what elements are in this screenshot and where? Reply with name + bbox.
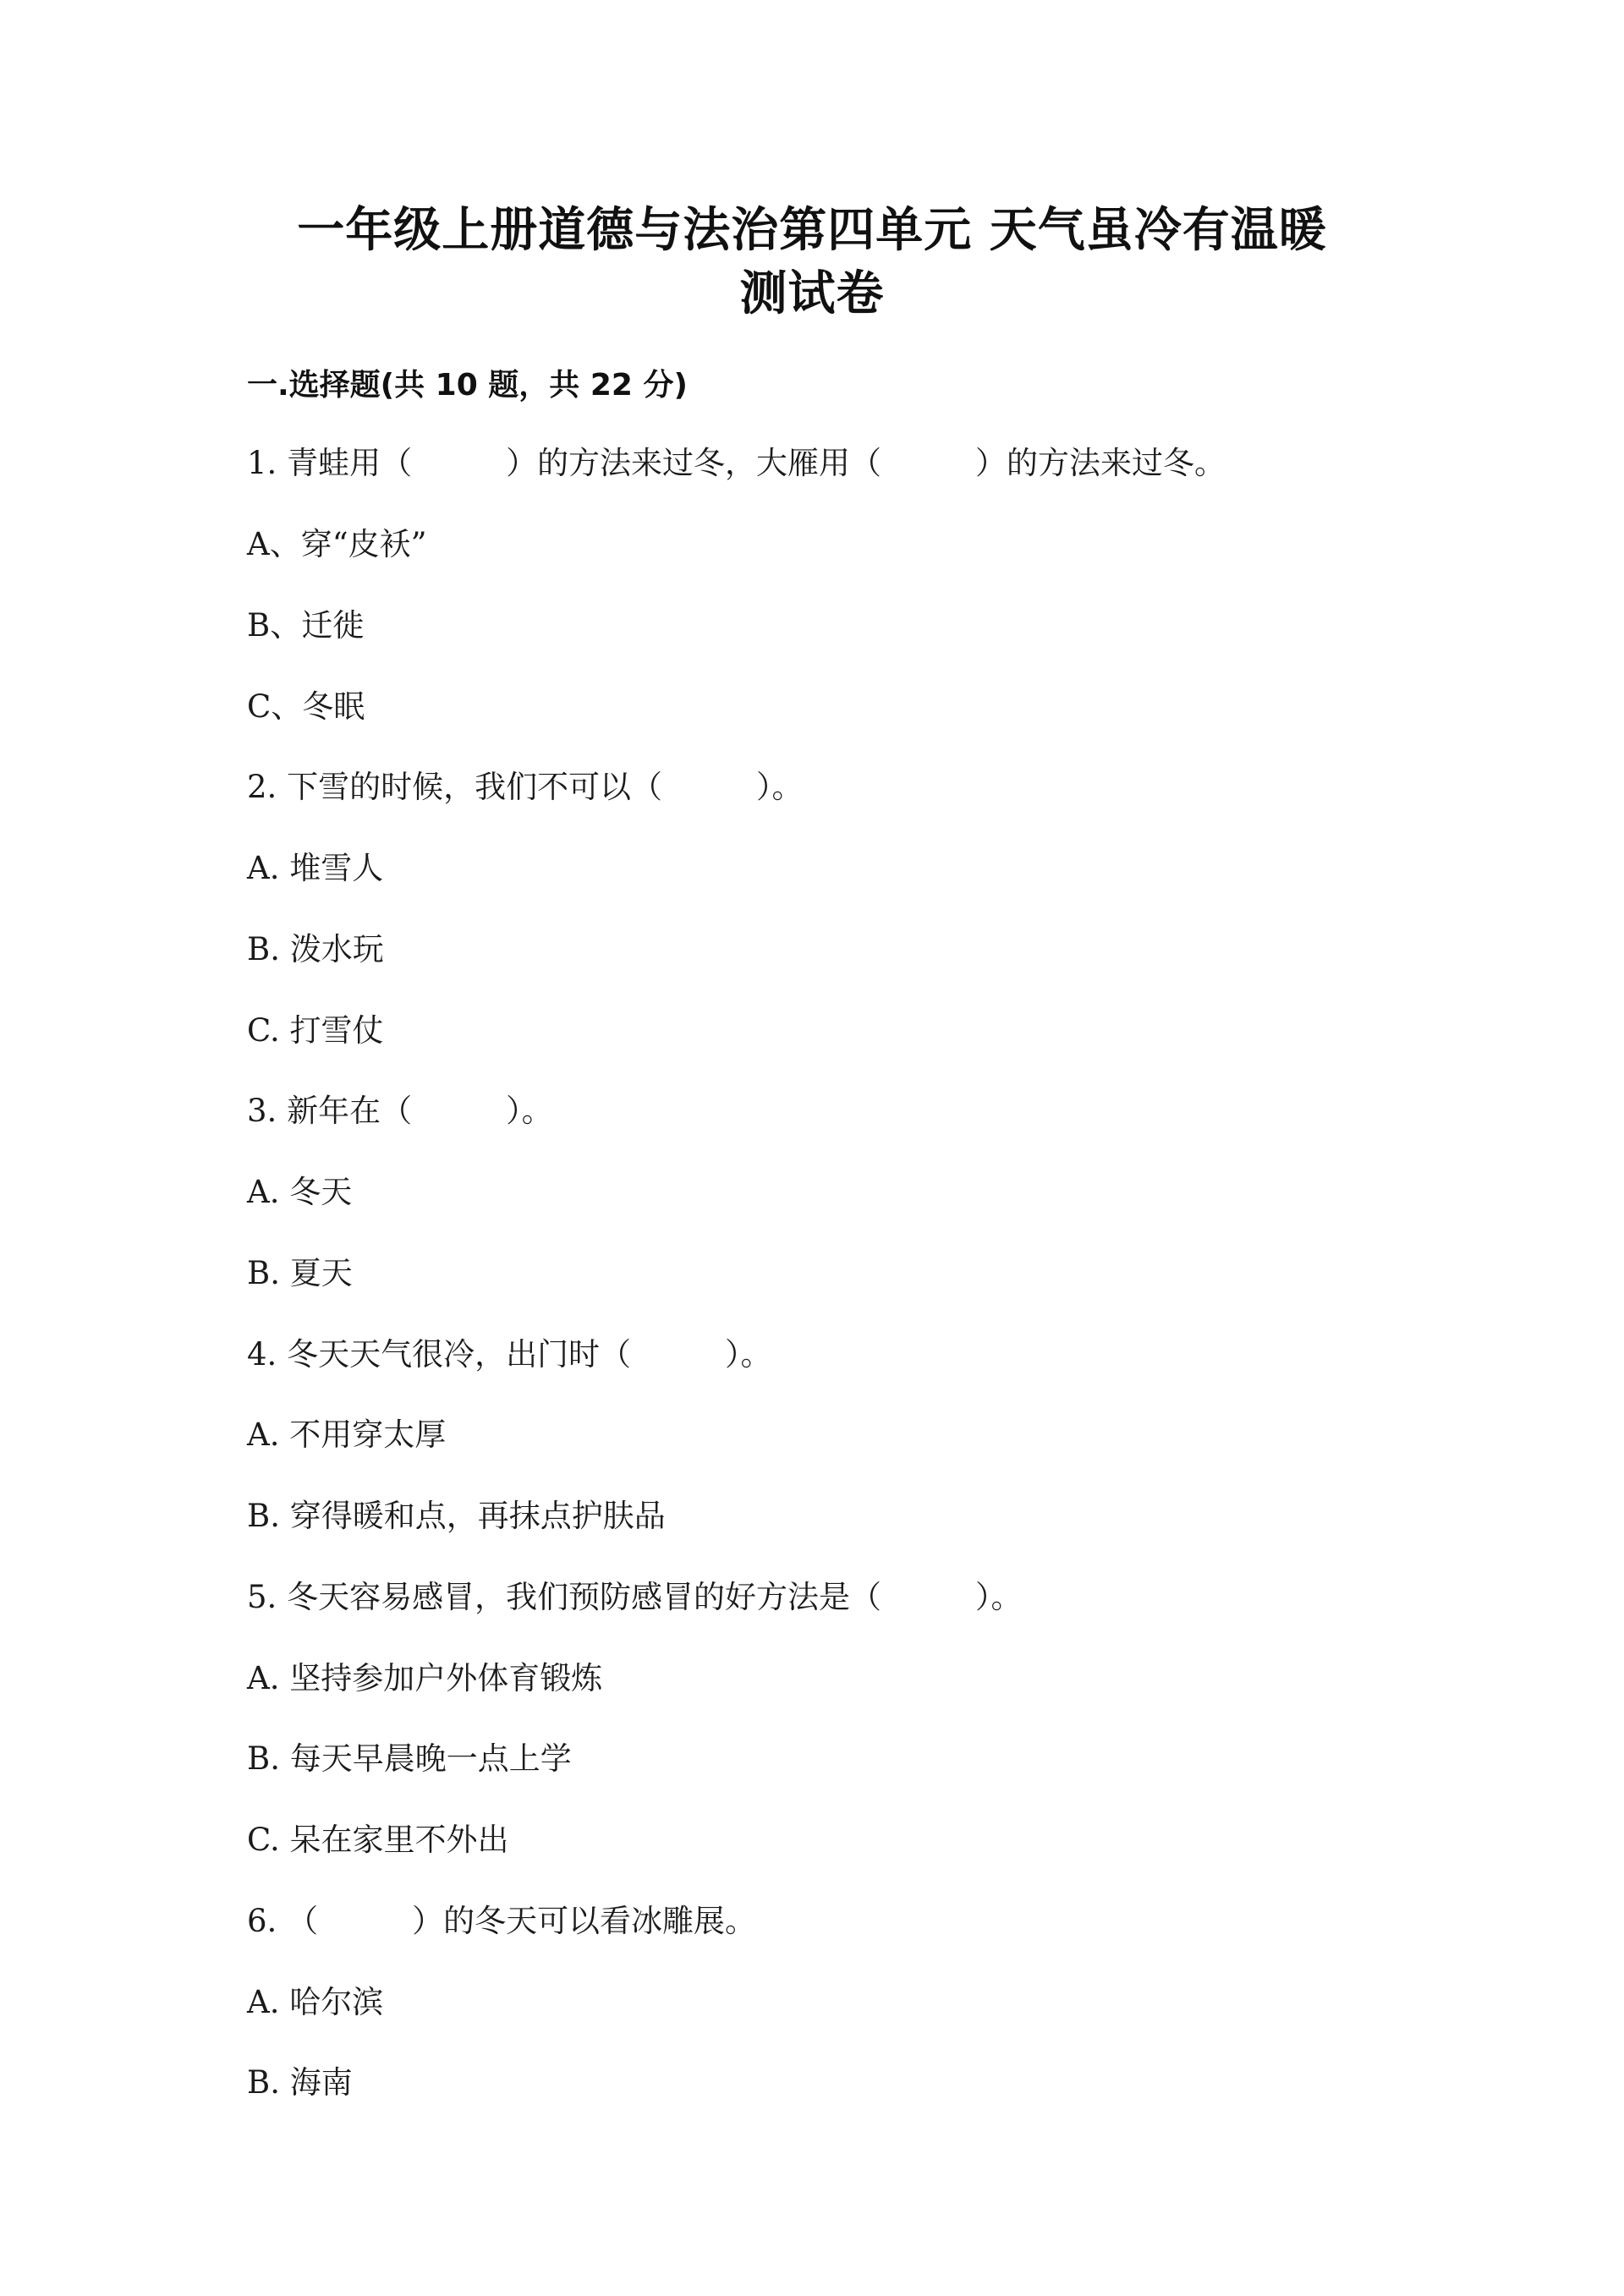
question-stem: 4. 冬天天气很冷，出门时（ ）。: [247, 1336, 772, 1373]
answer-option: A. 冬天: [247, 1174, 353, 1210]
answer-option: B. 每天早晨晚一点上学: [247, 1740, 572, 1777]
question-stem: 3. 新年在（ ）。: [247, 1093, 553, 1129]
answer-option: B、迁徙: [247, 607, 365, 644]
answer-option: B. 穿得暖和点，再抹点护肤品: [247, 1498, 666, 1534]
answer-option: C. 呆在家里不外出: [247, 1822, 509, 1858]
page-title-continued: 测试卷: [739, 266, 885, 321]
answer-option: C. 打雪仗: [247, 1012, 384, 1049]
answer-option: B. 海南: [247, 2064, 353, 2101]
answer-option: A. 堆雪人: [247, 850, 384, 886]
page-title: 一年级上册道德与法治第四单元 天气虽冷有温暖: [297, 203, 1327, 258]
answer-option: A. 不用穿太厚: [247, 1417, 447, 1453]
answer-option: A. 哈尔滨: [247, 1984, 384, 2020]
question-stem: 6. （ ）的冬天可以看冰雕展。: [247, 1903, 757, 1939]
question-stem: 5. 冬天容易感冒，我们预防感冒的好方法是（ ）。: [247, 1579, 1023, 1615]
answer-option: A、穿“皮袄”: [247, 526, 427, 562]
question-stem: 2. 下雪的时候，我们不可以（ ）。: [247, 769, 804, 805]
section-heading: 一.选择题(共 10 题，共 22 分): [247, 368, 688, 403]
answer-option: B. 泼水玩: [247, 931, 384, 967]
answer-option: C、冬眠: [247, 688, 365, 725]
answer-option: B. 夏天: [247, 1255, 353, 1291]
question-stem: 1. 青蛙用（ ）的方法来过冬，大雁用（ ）的方法来过冬。: [247, 445, 1226, 481]
answer-option: A. 坚持参加户外体育锻炼: [247, 1660, 603, 1696]
